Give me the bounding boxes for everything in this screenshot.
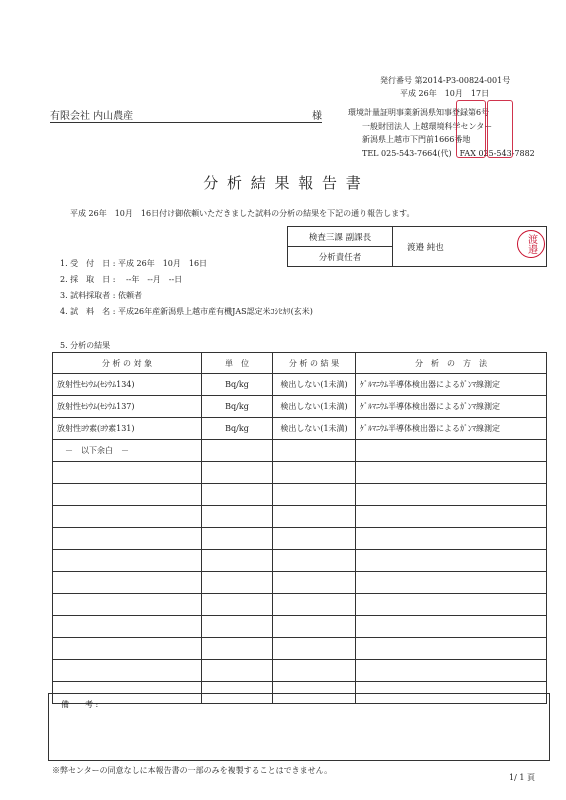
empty-cell (53, 638, 202, 660)
cell-target: 放射性ｾｼｳﾑ(ｾｼｳﾑ137) (53, 396, 202, 418)
empty-cell (356, 550, 547, 572)
results-empty-row (53, 572, 547, 594)
empty-cell (53, 594, 202, 616)
cell-target: 放射性ﾖｳ素(ﾖｳ素131) (53, 418, 202, 440)
cell-target: － 以下余白 － (53, 440, 202, 462)
issuer-registration: 環境計量証明事業新潟県知事登録第6号 (348, 108, 490, 117)
cell-method: ｹﾞﾙﾏﾆｳﾑ半導体検出器によるｶﾞﾝﾏ線測定 (356, 396, 547, 418)
item-value: 平成26年産新潟県上越市産有機JAS認定米ｺｼﾋｶﾘ(玄米) (117, 307, 313, 316)
empty-cell (202, 594, 273, 616)
cell-result: 検出しない(1未満) (273, 374, 356, 396)
cell-target: 放射性ｾｼｳﾑ(ｾｼｳﾑ134) (53, 374, 202, 396)
cell-result (273, 440, 356, 462)
header-unit: 単 位 (202, 353, 273, 374)
header-method: 分 析 の 方 法 (356, 353, 547, 374)
item-value: --年 --月 --日 (117, 275, 183, 284)
cell-unit: Bq/kg (202, 396, 273, 418)
cell-method: ｹﾞﾙﾏﾆｳﾑ半導体検出器によるｶﾞﾝﾏ線測定 (356, 374, 547, 396)
director-seal (487, 100, 513, 158)
cell-method (356, 440, 547, 462)
results-table (52, 352, 547, 704)
cell-result: 検出しない(1未満) (273, 396, 356, 418)
results-row (53, 440, 547, 462)
item-label: 3. 試料採取者 : (60, 291, 116, 300)
page-number: 1/ 1 頁 (509, 773, 535, 782)
results-row (53, 396, 547, 418)
empty-cell (53, 462, 202, 484)
empty-cell (273, 484, 356, 506)
cell-method: ｹﾞﾙﾏﾆｳﾑ半導体検出器によるｶﾞﾝﾏ線測定 (356, 418, 547, 440)
intro-text: 平成 26年 10月 16日付け御依頼いただきました試料の分析の結果を下記の通り報告します。 (70, 209, 415, 218)
item-label: 4. 試 料 名 : (60, 307, 116, 316)
item-value: 依頼者 (117, 291, 142, 300)
issuer-org: 一般財団法人 上越環境科学センター (362, 122, 493, 131)
item-sampler (60, 290, 142, 301)
cell-unit (202, 440, 273, 462)
item-sample-name (60, 306, 313, 317)
recipient-honorific: 様 (312, 111, 322, 122)
results-empty-row (53, 484, 547, 506)
empty-cell (53, 484, 202, 506)
empty-cell (202, 638, 273, 660)
cell-result: 検出しない(1未満) (273, 418, 356, 440)
responsible-name: 渡邉 純也 (393, 227, 547, 267)
empty-cell (356, 528, 547, 550)
company-seal (456, 100, 486, 158)
empty-cell (273, 638, 356, 660)
empty-cell (273, 572, 356, 594)
header-result: 分 析 の 結 果 (273, 353, 356, 374)
results-empty-row (53, 550, 547, 572)
empty-cell (202, 484, 273, 506)
empty-cell (273, 660, 356, 682)
empty-cell (273, 594, 356, 616)
item-received-date (60, 258, 207, 269)
empty-cell (202, 550, 273, 572)
empty-cell (53, 506, 202, 528)
empty-cell (273, 462, 356, 484)
empty-cell (202, 572, 273, 594)
item-value: 平成 26年 10月 16日 (117, 259, 208, 268)
empty-cell (356, 506, 547, 528)
empty-cell (53, 572, 202, 594)
remarks-label: 備 考 : (61, 700, 99, 709)
empty-cell (356, 660, 547, 682)
item-label: 1. 受 付 日 : (60, 259, 116, 268)
empty-cell (356, 462, 547, 484)
results-empty-row (53, 462, 547, 484)
results-empty-row (53, 528, 547, 550)
personal-seal: 渡邉 (517, 230, 545, 258)
results-empty-row (53, 594, 547, 616)
issuer-address: 新潟県上越市下門前1666番地 (362, 135, 471, 144)
empty-cell (273, 550, 356, 572)
empty-cell (202, 660, 273, 682)
empty-cell (356, 594, 547, 616)
recipient-name: 有限会社 内山農産 (50, 111, 134, 122)
footer-note: ※弊センターの同意なしに本報告書の一部のみを複製することはできません。 (52, 766, 333, 775)
empty-cell (273, 616, 356, 638)
empty-cell (53, 550, 202, 572)
results-row (53, 374, 547, 396)
issuer-tel: TEL 025-543-7664(代) FAX 025-543-7882 (362, 149, 535, 158)
empty-cell (356, 572, 547, 594)
results-row (53, 418, 547, 440)
responsible-row2-label: 分析責任者 (288, 247, 393, 267)
responsible-table (287, 226, 547, 267)
header-target: 分 析 の 対 象 (53, 353, 202, 374)
results-heading: 5. 分析の結果 (60, 341, 111, 350)
item-sampling-date (60, 274, 182, 285)
empty-cell (202, 616, 273, 638)
empty-cell (53, 528, 202, 550)
results-empty-row (53, 506, 547, 528)
empty-cell (356, 484, 547, 506)
empty-cell (273, 528, 356, 550)
empty-cell (53, 660, 202, 682)
issue-date: 平成 26年 10月 17日 (400, 89, 490, 98)
results-header-row (53, 353, 547, 374)
results-empty-row (53, 638, 547, 660)
empty-cell (356, 638, 547, 660)
cell-unit: Bq/kg (202, 418, 273, 440)
empty-cell (202, 506, 273, 528)
cell-unit: Bq/kg (202, 374, 273, 396)
issue-number: 発行番号 第2014-P3-00824-001号 (380, 76, 511, 85)
item-label: 2. 採 取 日 : (60, 275, 116, 284)
empty-cell (356, 616, 547, 638)
empty-cell (202, 462, 273, 484)
remarks-box (48, 693, 550, 761)
empty-cell (202, 528, 273, 550)
results-empty-row (53, 660, 547, 682)
recipient (50, 107, 322, 123)
results-empty-row (53, 616, 547, 638)
empty-cell (273, 506, 356, 528)
empty-cell (53, 616, 202, 638)
document-title: 分 析 結 果 報 告 書 (203, 174, 363, 192)
responsible-row1-label: 検査三課 副課長 (288, 227, 393, 247)
